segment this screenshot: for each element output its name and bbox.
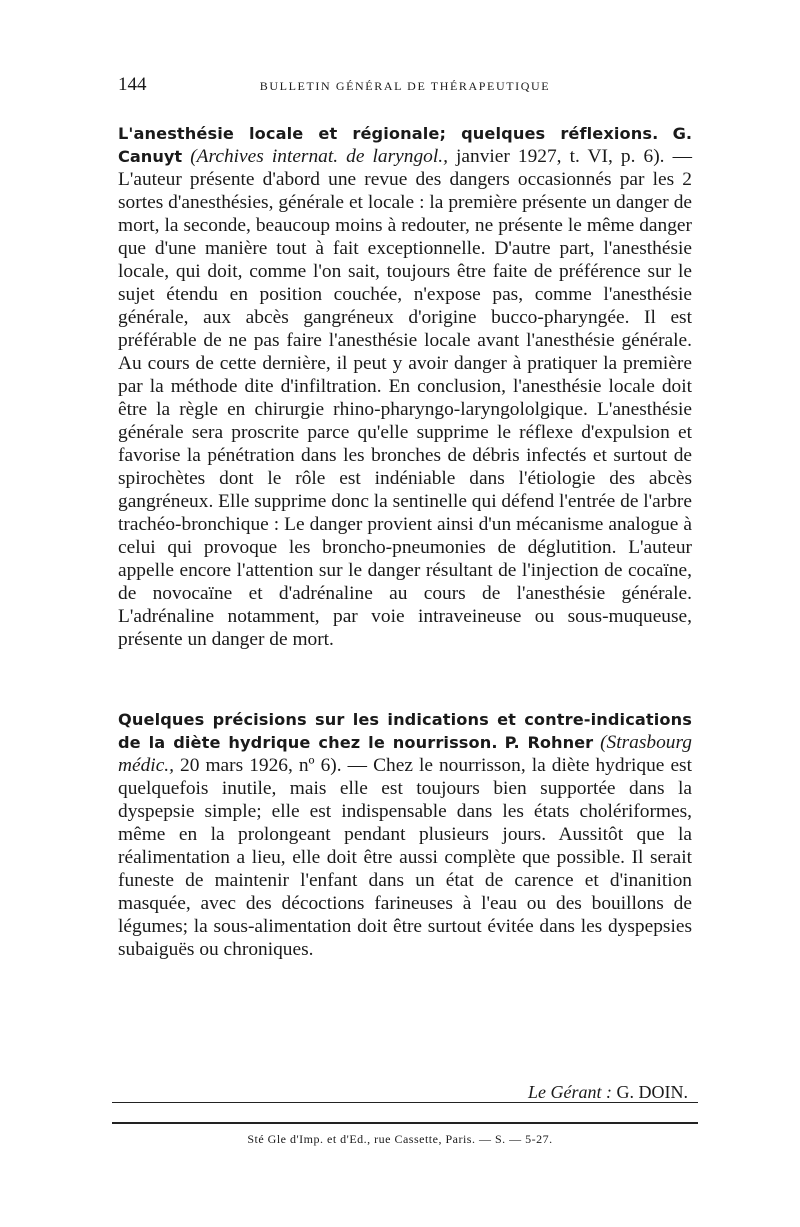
article-source: (Archives internat. de laryngol., [190, 146, 448, 167]
article-diete-hydrique [118, 708, 692, 961]
article-citation: 20 mars 1926, nº 6). [180, 755, 342, 776]
article-anesthesie [118, 122, 692, 651]
article-source: (Strasbourg médic., [118, 732, 692, 776]
gerant-name: G. DOIN. [616, 1082, 688, 1102]
article-body: — L'auteur présente d'abord une revue des dangers occasionnés par les 2 sortes d'anesthésies, générale et locale : la première présente un danger de mort, la seconde, beaucoup moins à redouter, ne présente le même danger que d'une manière tout à fait exceptionnelle. D'autre part, l'anesthésie locale, qui doit, comme l'on sait, toujours être faite de préférence sur le sujet étendu en position couchée, n'expose pas, comme l'anesthésie générale, aux abcès gangréneux d'origine bucco-pharyngée. Il est préférable de ne pas faire l'anesthésie locale avant l'anesthésie générale. Au cours de cette dernière, il peut y avoir danger à pratiquer la première par la méthode dite d'infiltration. En conclusion, l'anesthésie locale doit être la règle en chirurgie rhino-pharyngo-laryngololgique. L'anesthésie générale sera proscrite parce qu'elle supprime le réflexe d'expulsion et favorise la pénétration dans les bronches de débris infectés et surtout de spirochètes dont le rôle est indéniable dans l'étiologie des abcès gangréneux. Elle supprime donc la sentinelle qui défend l'entrée de l'arbre trachéo-bronchique : Le danger provient ainsi d'un mécanisme analogue à celui qui provoque les broncho-pneumonies de déglutition. L'auteur appelle encore l'attention sur le danger résultant de l'injection de cocaïne, de novocaïne et d'adrénaline au cours de l'anesthésie générale. L'adrénaline notamment, par voie intraveineuse ou sous-muqueuse, présente un danger de mort. [118, 146, 692, 650]
article-citation: janvier 1927, t. VI, p. 6). [456, 146, 665, 167]
printer-imprint: Sté Gle d'Imp. et d'Ed., rue Cassette, Paris. — S. — 5-27. [247, 1132, 553, 1146]
journal-title: BULLETIN GÉNÉRAL DE THÉRAPEUTIQUE [259, 79, 551, 93]
running-head [118, 74, 692, 102]
article-author: P. Rohner [504, 733, 594, 752]
article-title: Quelques précisions sur les indications et contre-indications de la diète hydrique chez le nourrisson. [118, 710, 692, 752]
gerant-line [528, 1082, 688, 1103]
article-title: L'anesthésie locale et régionale; quelques réflexions. [118, 124, 659, 143]
gerant-label: Le Gérant : [528, 1082, 612, 1102]
article-body: — Chez le nourrisson, la diète hydrique est quelquefois inutile, mais elle est toujours bien supportée dans la dyspepsie simple; elle est indispensable dans les états cholériformes, même en la prolongeant pendant plusieurs jours. Aussitôt que la réalimentation a lieu, elle doit être aussi complète que possible. Il serait funeste de maintenir l'enfant dans un état de carence et d'inanition masquée, avec des décoctions farineuses à l'eau ou des bouillons de légumes; la sous-alimentation doit être surtout évitée dans les dyspepsies subaiguës ou chroniques. [118, 755, 692, 960]
footer-rule-bottom [112, 1122, 698, 1124]
page-number: 144 [118, 74, 147, 95]
article-author: G. Canuyt [118, 124, 692, 166]
